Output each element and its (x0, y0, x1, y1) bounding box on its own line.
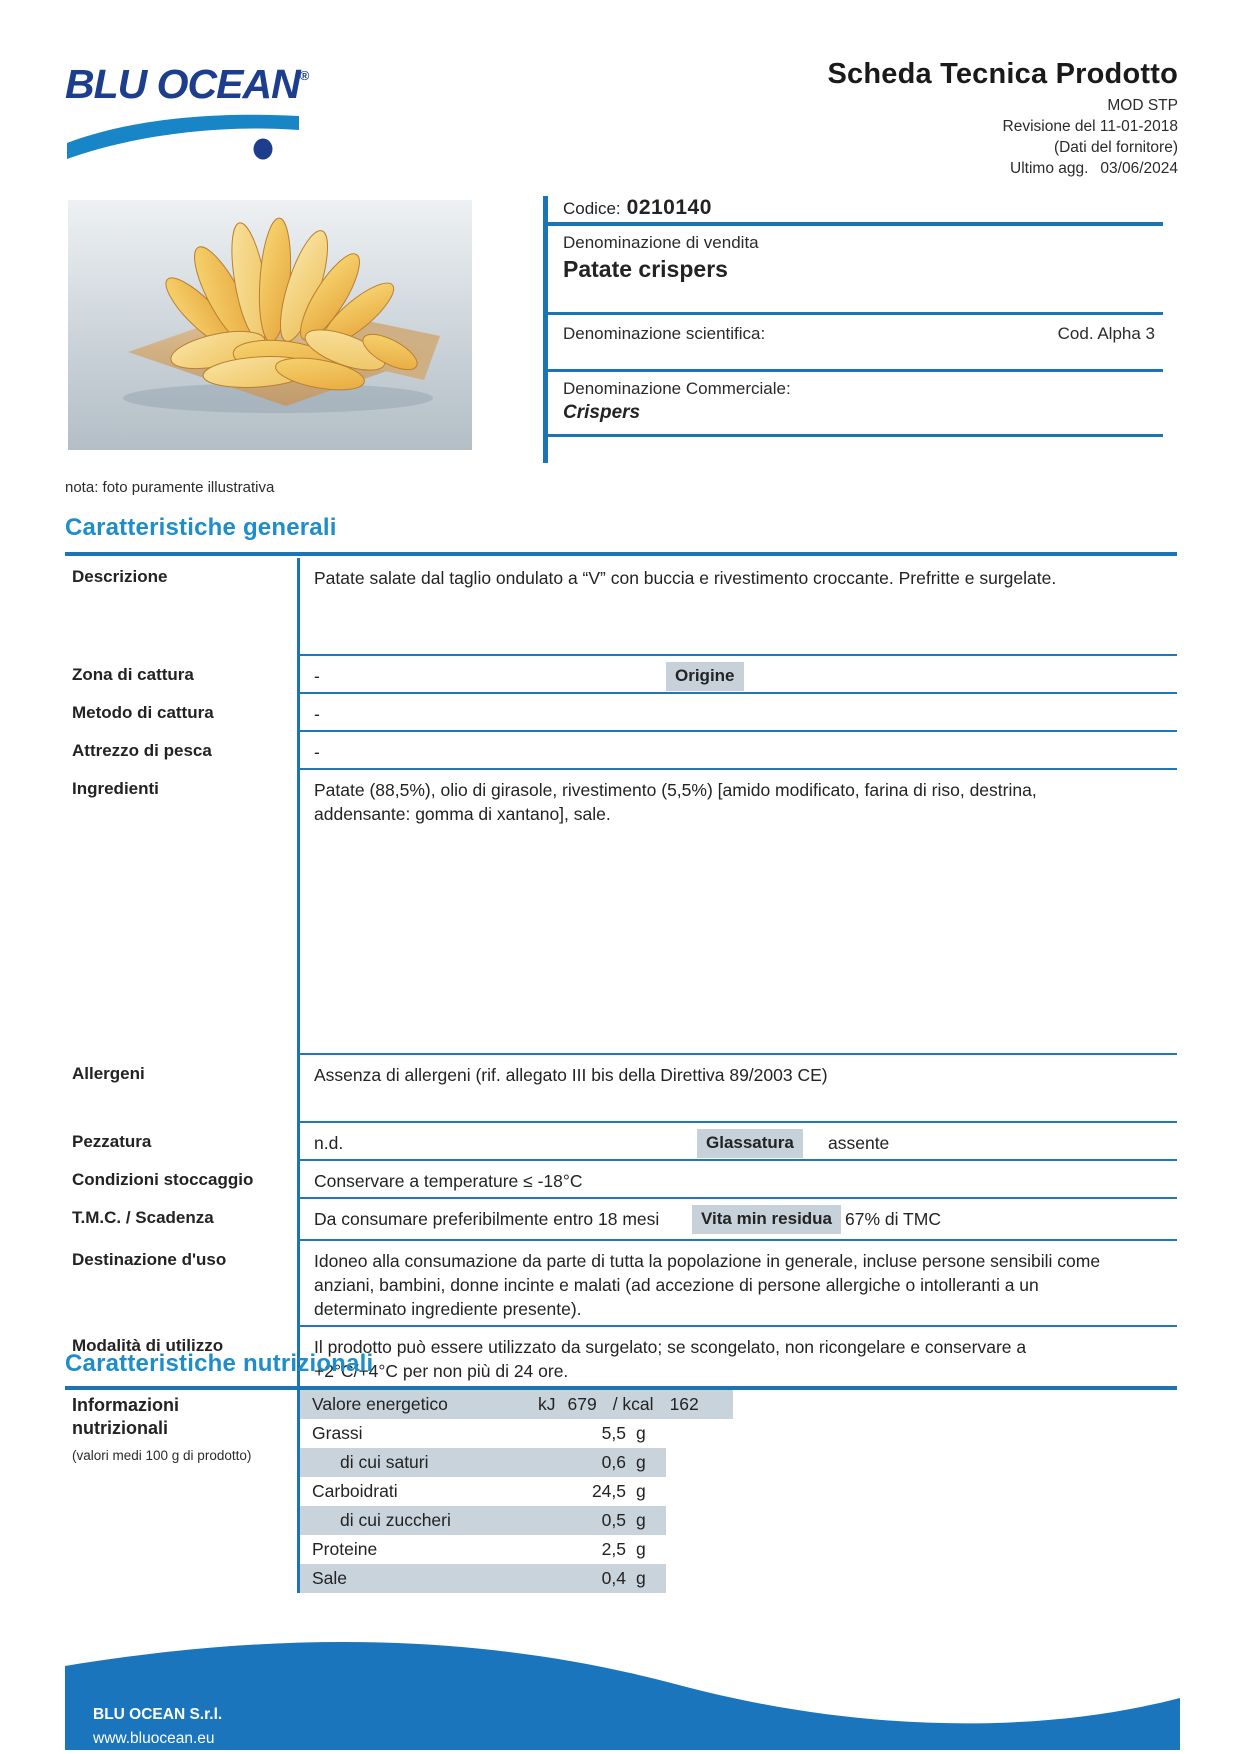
document-header (827, 58, 1178, 179)
doc-last-update (827, 158, 1178, 179)
nutrient-value: 0,5 (601, 1510, 626, 1530)
nutrition-row (300, 1448, 666, 1477)
row-label: Destinazione d'uso (72, 1250, 227, 1269)
energy-kcal-value: 162 (669, 1394, 699, 1414)
row-label: Ingredienti (72, 779, 159, 798)
attrezzo-value: - (314, 742, 320, 762)
row-label: Attrezzo di pesca (72, 741, 212, 760)
row-label: Descrizione (72, 567, 168, 586)
row-value (297, 1161, 1177, 1199)
row-label: Allergeni (72, 1064, 145, 1083)
table-row (65, 732, 1177, 770)
row-label: Metodo di cattura (72, 703, 214, 722)
general-section-heading: Caratteristiche generali (65, 514, 337, 541)
nutrient-unit: g (636, 1452, 646, 1472)
energy-name: Valore energetico (312, 1394, 448, 1414)
row-value (297, 770, 1177, 1055)
table-row (65, 1055, 1177, 1123)
footer-website: www.bluocean.eu (93, 1730, 215, 1747)
nutrient-value: 5,5 (601, 1423, 626, 1443)
row-value (297, 1055, 1177, 1123)
row-value (297, 1123, 1177, 1161)
product-photo (68, 200, 472, 450)
nutrient-unit: g (636, 1568, 646, 1588)
nutrient-name: Grassi (312, 1423, 363, 1443)
last-update-label: Ultimo agg. (1010, 160, 1089, 177)
nutrient-unit: g (636, 1481, 646, 1501)
panel-tail (563, 437, 1163, 463)
doc-mod: MOD STP (1107, 97, 1178, 114)
nutrition-label: Informazioni nutrizionali (72, 1395, 179, 1438)
modalita-text: Il prodotto può essere utilizzato da surgelato; se scongelato, non ricongelare e conservare a +2°C/+4°C per non più di 24 ore. (314, 1337, 1027, 1381)
doc-supplier-note: (Dati del fornitore) (1053, 139, 1178, 156)
logo-wordmark (65, 61, 325, 107)
table-row (65, 1123, 1177, 1161)
scientific-name-section (563, 315, 1163, 369)
footer-company: BLU OCEAN S.r.l. (93, 1706, 223, 1723)
scientific-name-value: Cod. Alpha 3 (1057, 324, 1155, 343)
table-row (65, 1199, 1177, 1241)
nutrient-name: Sale (312, 1568, 348, 1588)
nutrient-name: di cui saturi (340, 1452, 429, 1472)
commercial-name-label: Denominazione Commerciale: (563, 379, 791, 398)
pezzatura-value: n.d. (314, 1133, 344, 1153)
nutrition-sublabel: (valori medi 100 g di prodotto) (72, 1448, 252, 1463)
metodo-value: - (314, 704, 320, 724)
vita-min-residua-value: 67% di TMC (845, 1209, 941, 1229)
glassatura-badge: Glassatura (697, 1129, 803, 1158)
vita-min-residua-badge: Vita min residua (692, 1205, 841, 1234)
zona-value: - (314, 666, 320, 686)
nutrient-value: 0,4 (601, 1568, 626, 1588)
logo-dot-icon (254, 139, 273, 160)
nutrition-row (300, 1506, 666, 1535)
row-value (297, 558, 1177, 656)
row-value (297, 1241, 1177, 1327)
energy-kj-value: 679 (567, 1394, 597, 1414)
logo-text: BLU OCEAN (65, 61, 300, 107)
row-label: Condizioni stoccaggio (72, 1170, 254, 1189)
table-row (65, 694, 1177, 732)
sales-name-section (563, 226, 1163, 312)
row-label: Pezzatura (72, 1132, 152, 1151)
nutrient-name: Carboidrati (312, 1481, 398, 1501)
nutrient-name: Proteine (312, 1539, 378, 1559)
doc-revision: Revisione del 11-01-2018 (1002, 118, 1178, 135)
footer (65, 1636, 1180, 1750)
code-value: 0210140 (626, 196, 712, 219)
document-title: Scheda Tecnica Prodotto (827, 58, 1178, 90)
code-label: Codice: (563, 199, 621, 218)
nutrition-table (65, 1390, 1177, 1593)
logo-wave-icon (65, 107, 305, 163)
table-row (65, 770, 1177, 1055)
footer-wave-icon (65, 1636, 1180, 1750)
document-meta (827, 95, 1178, 179)
nutrient-name: di cui zuccheri (340, 1510, 451, 1530)
blu-ocean-logo (65, 61, 325, 163)
nutrition-rows (297, 1390, 733, 1593)
nutrient-value: 2,5 (601, 1539, 626, 1559)
last-update-value: 03/06/2024 (1100, 160, 1178, 177)
ingredienti-text: Patate (88,5%), olio di girasole, rivestimento (5,5%) [amido modificato, farina di riso, destrina, addensante: gomma di xantano], sale. (314, 780, 1037, 824)
table-row (65, 656, 1177, 694)
product-identification-panel (543, 196, 1163, 463)
row-value (297, 1327, 1177, 1387)
divider (65, 552, 1177, 556)
nutrition-row (300, 1535, 666, 1564)
description-text: Patate salate dal taglio ondulato a “V” con buccia e rivestimento croccante. Prefritte e surgelate. (314, 568, 1057, 588)
photo-disclaimer: nota: foto puramente illustrativa (65, 479, 275, 496)
row-label: T.M.C. / Scadenza (72, 1208, 214, 1227)
nutrient-unit: g (636, 1539, 646, 1559)
nutrition-row (300, 1419, 666, 1448)
nutrition-label-cell (65, 1390, 297, 1593)
nutrient-value: 24,5 (591, 1481, 626, 1501)
general-table (65, 558, 1177, 1387)
glassatura-value: assente (828, 1133, 890, 1153)
table-row (65, 558, 1177, 656)
row-value (297, 1199, 1177, 1241)
commercial-name-value: Crispers (563, 402, 641, 423)
nutrition-section-heading: Caratteristiche nutrizionali (65, 1350, 374, 1377)
tmc-text: Da consumare preferibilmente entro 18 mesi (314, 1209, 660, 1229)
nutrition-row (300, 1564, 666, 1593)
allergeni-text: Assenza di allergeni (rif. allegato III bis della Direttiva 89/2003 CE) (314, 1065, 828, 1085)
scientific-name-label: Denominazione scientifica: (563, 324, 766, 343)
destinazione-text: Idoneo alla consumazione da parte di tutta la popolazione in generale, incluse persone sensibili come anziani, bambini, donne incinte e malati (ad accezione di persone allergiche o intolleranti a un determinato ingrediente presente). (314, 1251, 1101, 1319)
stoccaggio-text: Conservare a temperature ≤ -18°C (314, 1171, 583, 1191)
energy-kcal-label: / kcal (612, 1394, 654, 1414)
table-row (65, 1161, 1177, 1199)
nutrition-row-energy (300, 1390, 733, 1419)
product-code-row (563, 196, 1163, 222)
row-value (297, 656, 1177, 694)
registered-mark-icon: ® (299, 68, 310, 83)
row-value (297, 694, 1177, 732)
nutrition-row (300, 1477, 666, 1506)
origine-badge: Origine (666, 662, 744, 691)
energy-kj-label: kJ (538, 1394, 556, 1414)
row-label: Zona di cattura (72, 665, 194, 684)
nutrient-value: 0,6 (601, 1452, 626, 1472)
row-label: Modalità di utilizzo (72, 1336, 224, 1355)
commercial-name-section (563, 372, 1163, 434)
nutrient-unit: g (636, 1510, 646, 1530)
sales-name-label: Denominazione di vendita (563, 233, 759, 252)
sales-name-value: Patate crispers (563, 256, 728, 282)
table-row (65, 1241, 1177, 1327)
nutrient-unit: g (636, 1423, 646, 1443)
row-value (297, 732, 1177, 770)
